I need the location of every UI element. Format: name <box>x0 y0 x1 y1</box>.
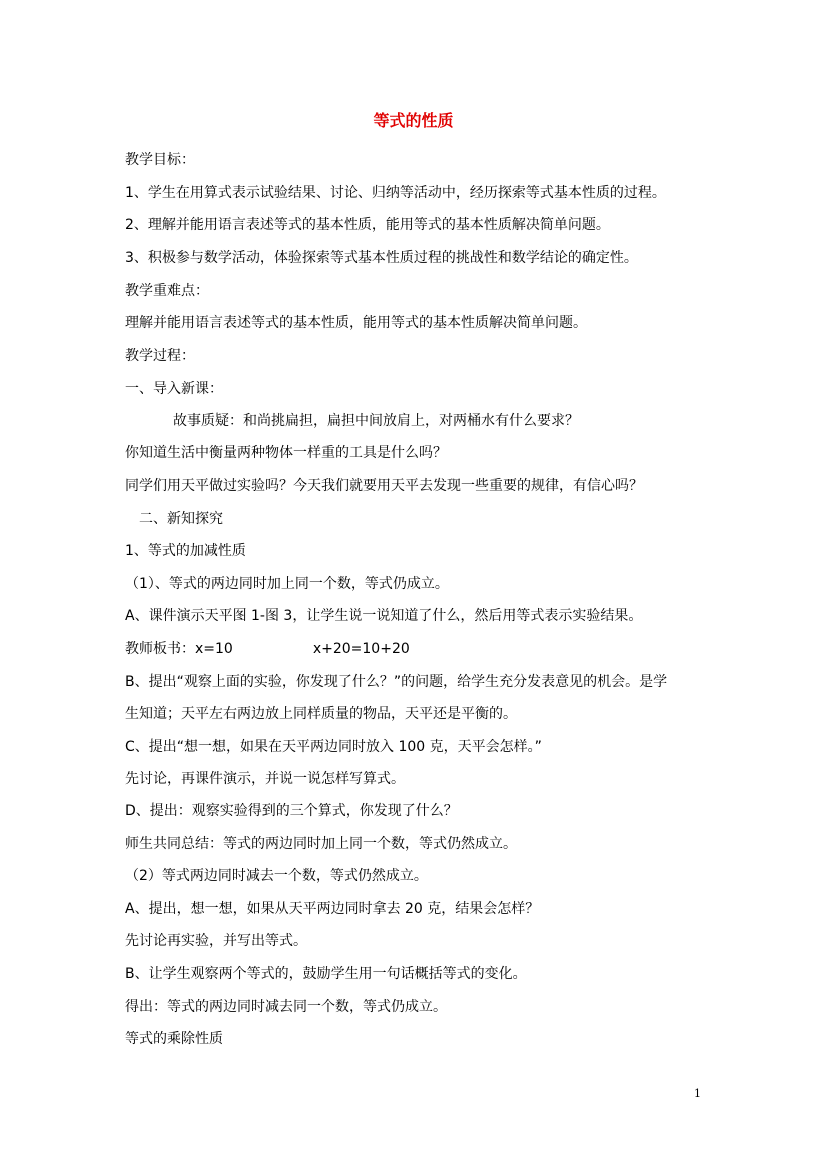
text-line: 故事质疑：和尚挑扁担，扁担中间放肩上，对两桶水有什么要求？ <box>173 413 579 429</box>
text-line: 理解并能用语言表述等式的基本性质，能用等式的基本性质解决简单问题。 <box>125 315 587 331</box>
text-line: 一、导入新课： <box>125 381 223 397</box>
text-line: 教学重难点： <box>125 283 209 299</box>
text-line: 生知道；天平左右两边放上同样质量的物品，天平还是平衡的。 <box>125 706 517 722</box>
text-line: （2）等式两边同时减去一个数，等式仍然成立。 <box>125 868 428 884</box>
text-line: 得出：等式的两边同时减去同一个数，等式仍成立。 <box>125 999 447 1015</box>
text-line: 师生共同总结：等式的两边同时加上同一个数，等式仍然成立。 <box>125 836 517 852</box>
text-line: B、让学生观察两个等式的，鼓励学生用一句话概括等式的变化。 <box>125 966 527 982</box>
text-line: 2、理解并能用语言表述等式的基本性质，能用等式的基本性质解决简单问题。 <box>125 217 610 233</box>
text-line: 3、积极参与数学活动，体验探索等式基本性质过程的挑战性和数学结论的确定性。 <box>125 250 638 266</box>
section-heading: 二、新知探究 <box>139 511 223 527</box>
text-line: 1、学生在用算式表示试验结果、讨论、归纳等活动中，经历探索等式基本性质的过程。 <box>125 185 666 201</box>
text-line: 1、等式的加减性质 <box>125 543 246 559</box>
board-writing-line <box>125 639 410 659</box>
text-line: 先讨论再实验，并写出等式。 <box>125 933 307 949</box>
board-writing-equation: x+20=10+20 <box>312 641 410 657</box>
text-line: （1）、等式的两边同时加上同一个数，等式仍成立。 <box>125 576 449 592</box>
text-line: 等式的乘除性质 <box>125 1031 223 1047</box>
text-line: 你知道生活中衡量两种物体一样重的工具是什么吗？ <box>125 445 447 461</box>
text-line: A、课件演示天平图 1-图 3，让学生说一说知道了什么，然后用等式表示实验结果。 <box>125 608 643 624</box>
text-line: 先讨论，再课件演示，并说一说怎样写算式。 <box>125 771 405 787</box>
document-title: 等式的性质 <box>373 111 454 130</box>
text-line: C、提出“想一想，如果在天平两边同时放入 100 克，天平会怎样。” <box>125 739 542 755</box>
text-line: 教学目标： <box>125 152 195 168</box>
text-line: D、提出：观察实验得到的三个算式，你发现了什么？ <box>125 803 458 819</box>
page-number: 1 <box>694 1087 701 1100</box>
text-line: B、提出“观察上面的实验，你发现了什么？”的问题，给学生充分发表意见的机会。是学 <box>125 674 668 690</box>
text-line: 教学过程： <box>125 348 195 364</box>
text-line: 同学们用天平做过实验吗？今天我们就要用天平去发现一些重要的规律，有信心吗？ <box>125 478 643 494</box>
text-line: A、提出，想一想，如果从天平两边同时拿去 20 克，结果会怎样？ <box>125 901 540 917</box>
board-writing-label: 教师板书：x=10 <box>125 641 233 657</box>
